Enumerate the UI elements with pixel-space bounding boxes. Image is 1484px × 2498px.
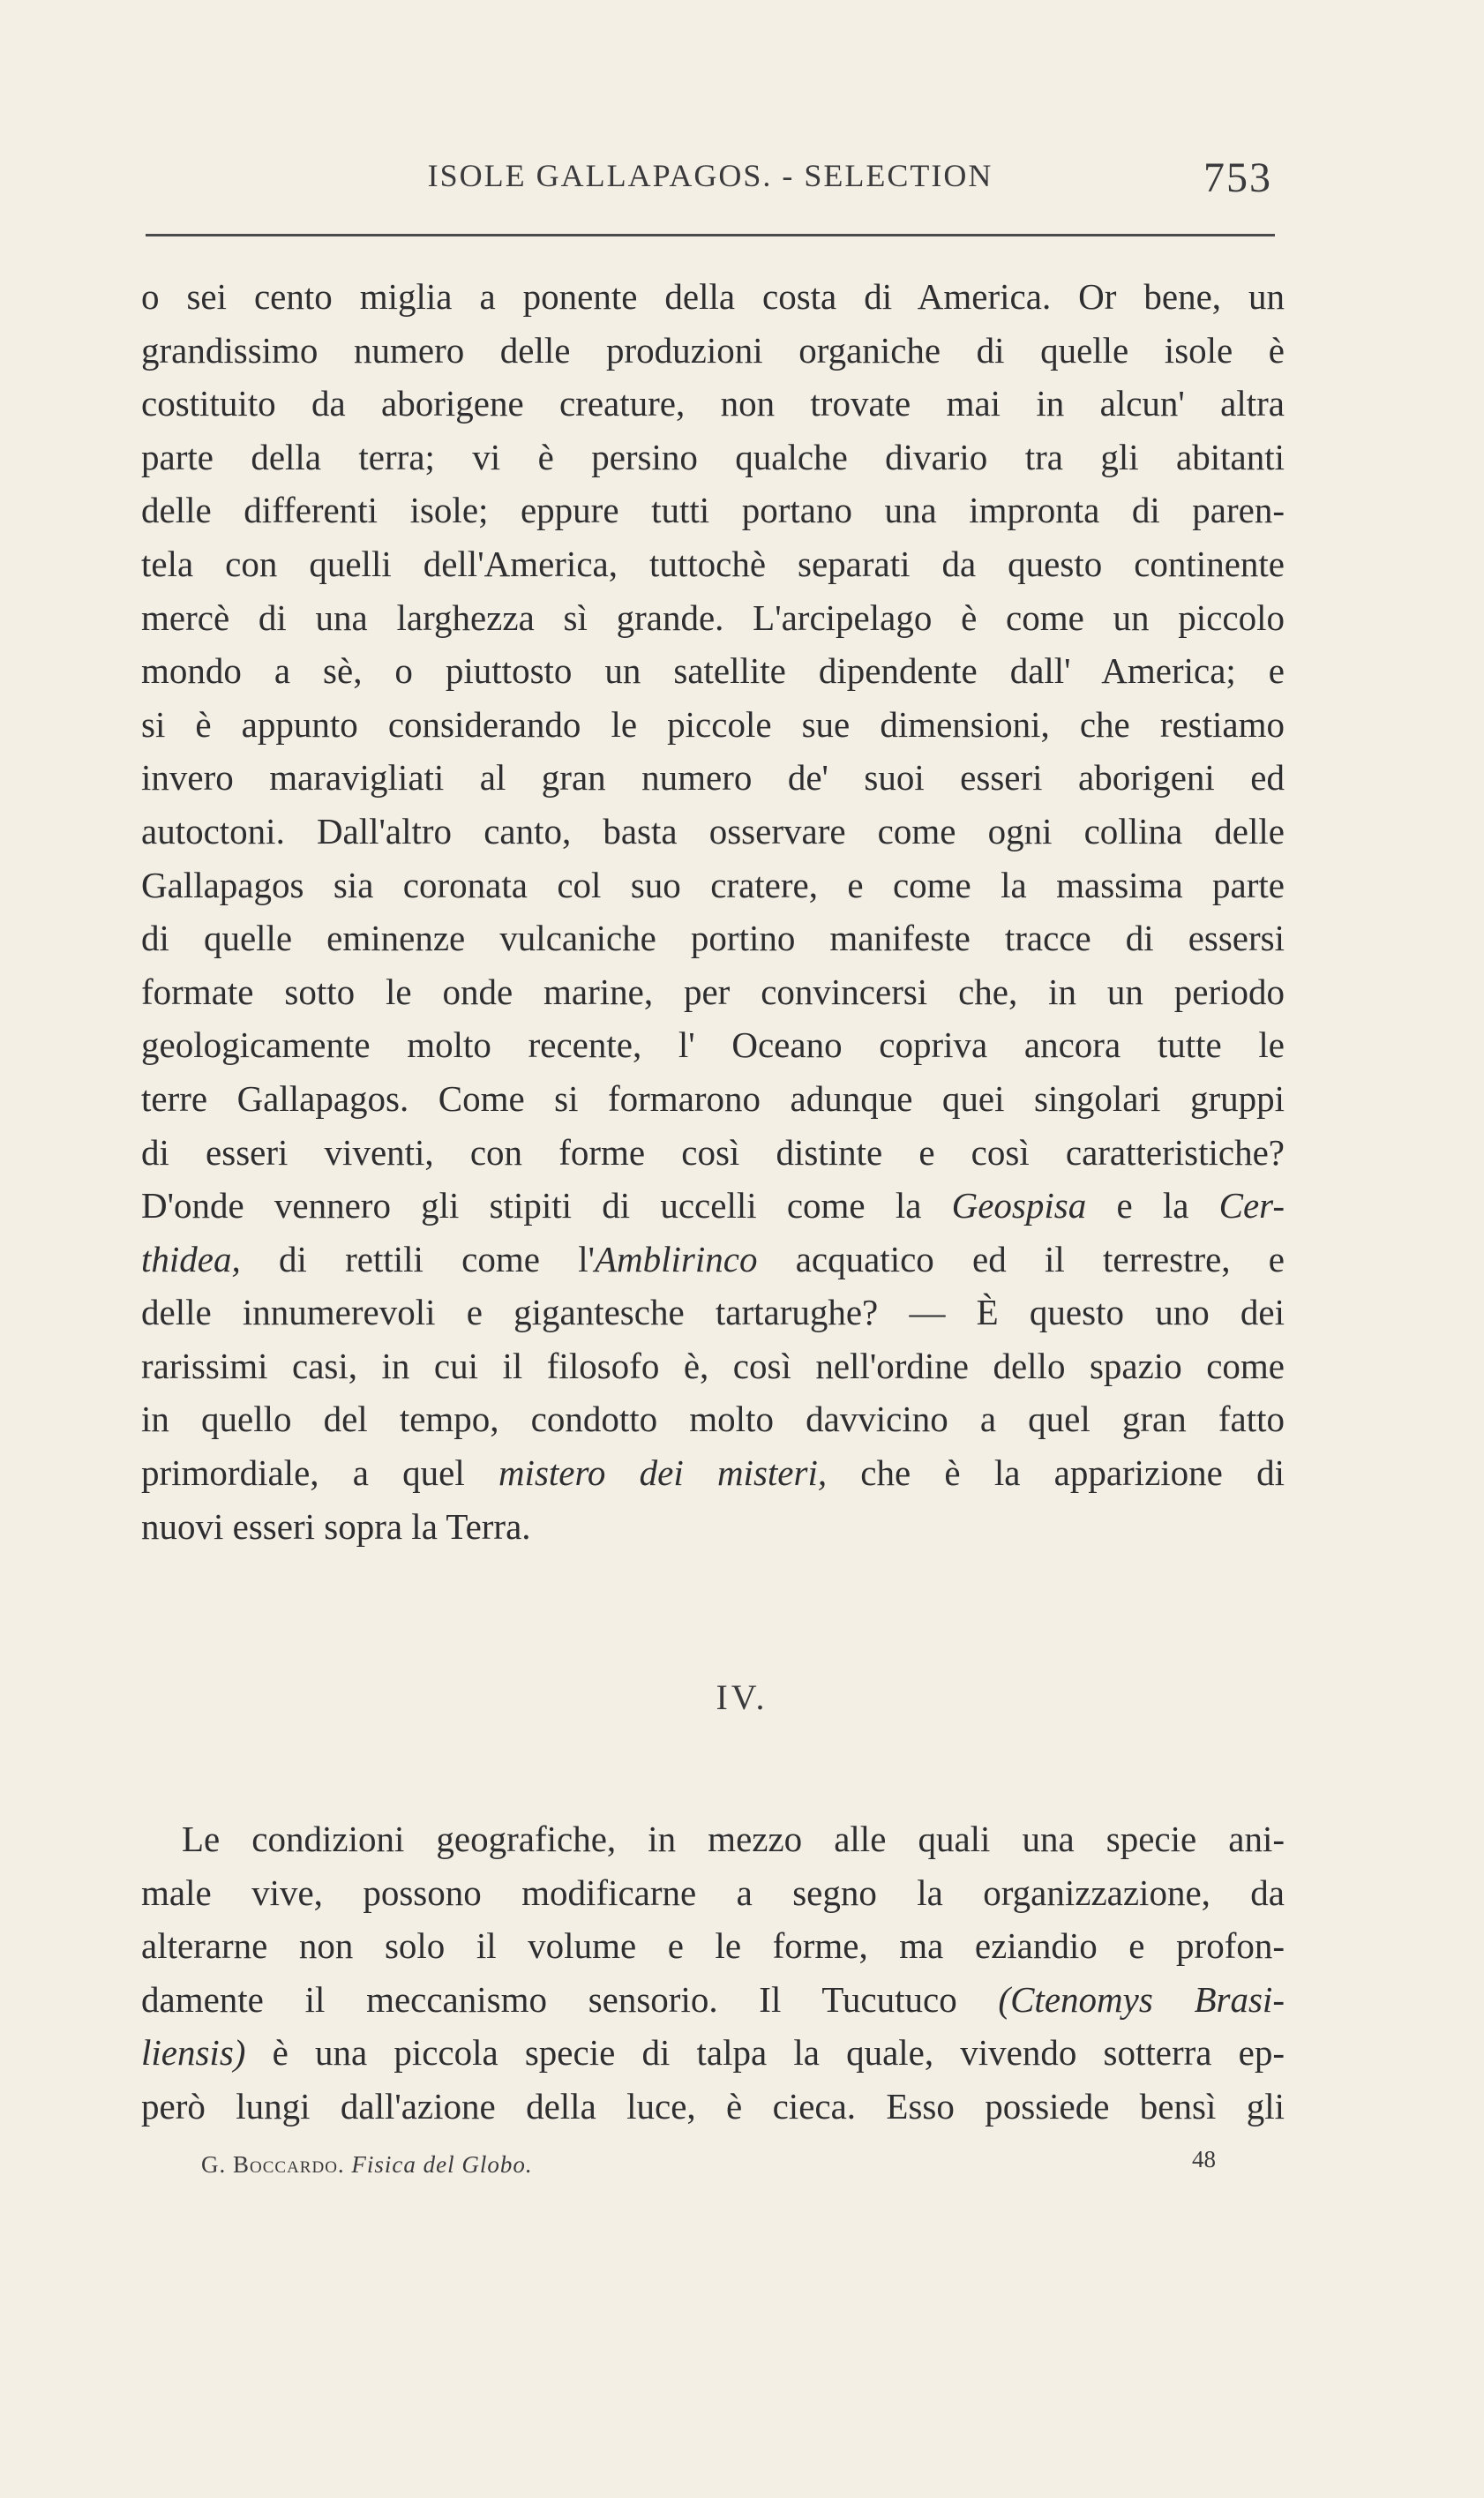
signature-mark: 48: [1192, 2146, 1216, 2172]
text-line: autoctoni. Dall'altro canto, basta osservare come ogni collina delle: [141, 810, 1285, 851]
text-line: mondo a sè, o piuttosto un satellite dipendente dall' America; e: [141, 650, 1285, 692]
text-line: [141, 2026, 1285, 2080]
text-line: si è appunto considerando le piccole sue dimensioni, che restiamo: [141, 703, 1285, 745]
text-line: tela con quelli dell'America, tuttochè separati da questo continente: [141, 543, 1285, 584]
paragraph-2: [141, 1812, 1285, 2134]
text-line: delle differenti isole; eppure tutti portano una impronta di paren-: [141, 490, 1285, 531]
italic-phrase-mistero: mistero dei misteri,: [498, 1452, 828, 1494]
text-line: [141, 1973, 1285, 2027]
text-run: acquatico ed il terrestre, e: [757, 1238, 1285, 1279]
text-line: però lungi dall'azione della luce, è cieca. Esso possiede bensì gli: [141, 2085, 1285, 2127]
footer-book-title: Fisica del Globo.: [351, 2151, 533, 2178]
page-footer: [201, 2146, 1216, 2187]
text-line: costituito da aborigene creature, non trovate mai in alcun' altra: [141, 383, 1285, 424]
text-line: [141, 1446, 1285, 1500]
text-line: mercè di una larghezza sì grande. L'arcipelago è come un piccolo: [141, 596, 1285, 638]
italic-term-certhidea-end: thidea,: [141, 1238, 241, 1279]
text-run: damente il meccanismo sensorio. Il Tucutuco: [141, 1978, 999, 2020]
running-title: ISOLE GALLAPAGOS. - SELECTION: [427, 158, 993, 193]
paragraph-1: [141, 270, 1285, 1553]
text-line: Gallapagos sia coronata col suo cratere, e come la massima parte: [141, 864, 1285, 905]
text-line: alterarne non solo il volume e le forme, ma eziandio e profon-: [141, 1925, 1285, 1967]
text-line: delle innumerevoli e gigantesche tartarughe? — È questo uno dei: [141, 1292, 1285, 1333]
running-head: [141, 154, 1279, 201]
text-line: di esseri viventi, con forme così distinte e così caratteristiche?: [141, 1131, 1285, 1173]
text-line: grandissimo numero delle produzioni organiche di quelle isole è: [141, 329, 1285, 371]
italic-term-certhidea-start: Cer-: [1218, 1185, 1285, 1226]
text-line: male vive, possono modificarne a segno la organizzazione, da: [141, 1872, 1285, 1913]
footer-imprint: [201, 2151, 533, 2179]
text-line: [141, 1179, 1285, 1233]
text-line: o sei cento miglia a ponente della costa di America. Or bene, un: [141, 276, 1285, 317]
italic-term-ctenomys-end: liensis): [141, 2032, 246, 2074]
text-run: di rettili come l': [240, 1238, 595, 1279]
text-line: di quelle eminenze vulcaniche portino manifeste tracce di essersi: [141, 918, 1285, 959]
text-line: nuovi esseri sopra la Terra.: [141, 1505, 531, 1547]
text-line: invero maravigliati al gran numero de' suoi esseri aborigeni ed: [141, 757, 1285, 799]
italic-term-amblirinco: Amblirinco: [594, 1238, 758, 1279]
text-line: formate sotto le onde marine, per convincersi che, in un periodo: [141, 971, 1285, 1012]
footer-author: G. Boccardo.: [201, 2151, 345, 2178]
text-run: primordiale, a quel: [141, 1452, 498, 1494]
page-number: 753: [1203, 154, 1272, 201]
text-line: geologicamente molto recente, l' Oceano copriva ancora tutte le: [141, 1024, 1285, 1066]
section-heading: IV.: [716, 1677, 768, 1717]
text-line: parte della terra; vi è persino qualche divario tra gli abitanti: [141, 436, 1285, 477]
text-run: è una piccola specie di talpa la quale, vivendo sotterra ep-: [245, 2032, 1285, 2074]
text-line: terre Gallapagos. Come si formarono adunque quei singolari gruppi: [141, 1077, 1285, 1119]
italic-term-geospisa: Geospisa: [951, 1185, 1087, 1226]
italic-term-ctenomys-start: (Ctenomys Brasi-: [998, 1978, 1285, 2020]
text-line: Le condizioni geografiche, in mezzo alle quali una specie ani-: [182, 1819, 1285, 1859]
text-line: in quello del tempo, condotto molto davvicino a quel gran fatto: [141, 1399, 1285, 1440]
text-line: rarissimi casi, in cui il filosofo è, così nell'ordine dello spazio come: [141, 1345, 1285, 1386]
text-run: D'onde vennero gli stipiti di uccelli come la: [141, 1185, 952, 1226]
header-rule: [146, 234, 1275, 236]
text-line: [141, 1233, 1285, 1287]
text-run: che è la apparizione di: [827, 1452, 1285, 1494]
text-run: e la: [1086, 1185, 1219, 1226]
